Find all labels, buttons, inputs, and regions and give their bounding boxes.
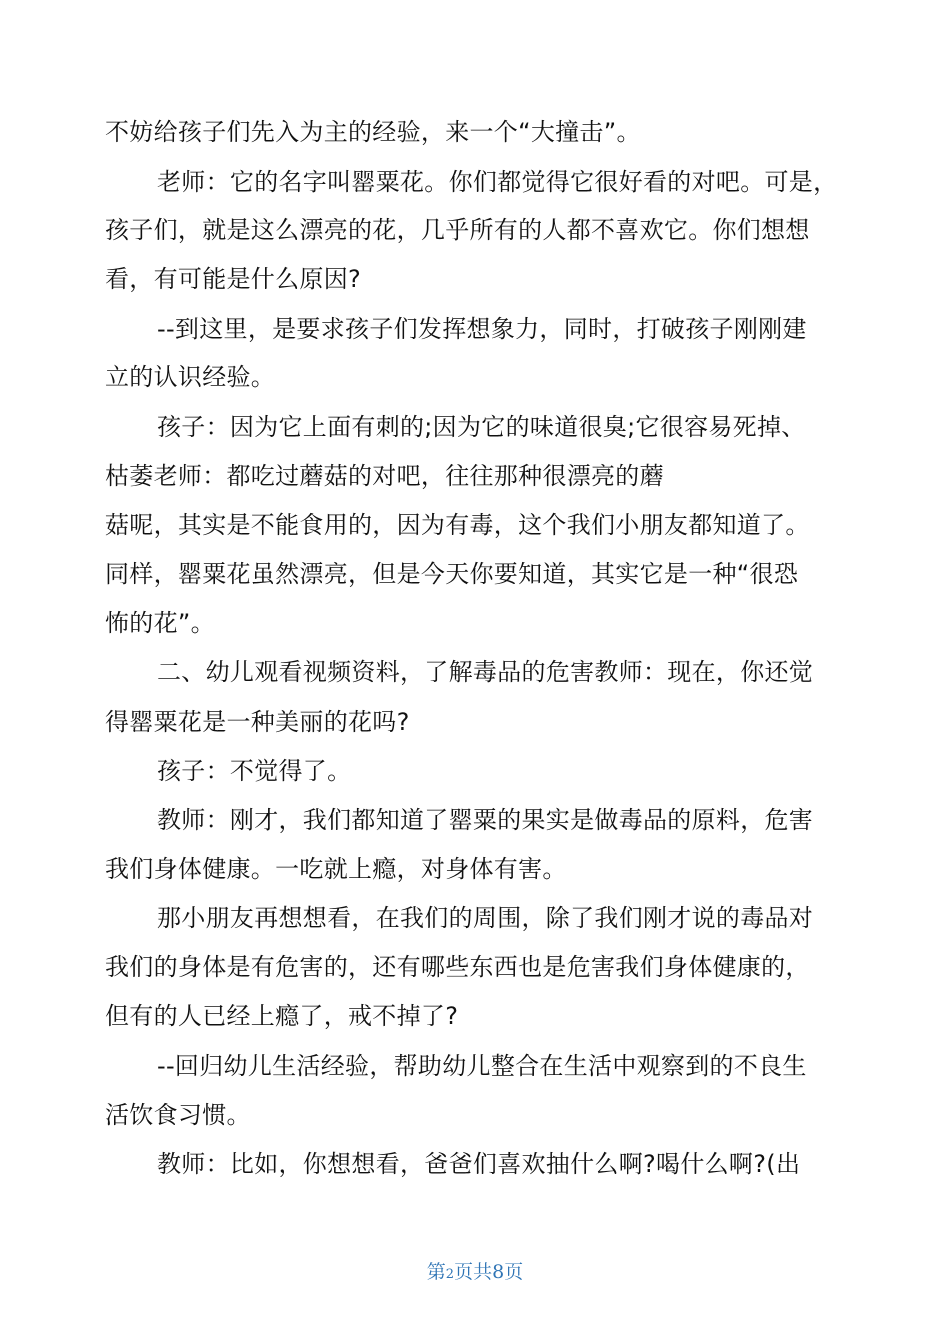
text-line: 孩子：因为它上面有刺的;因为它的味道很臭;它很容易死掉、: [157, 413, 806, 441]
text-line: 立的认识经验。: [105, 363, 276, 391]
text-line: 孩子们，就是这么漂亮的花，几乎所有的人都不喜欢它。你们想想: [105, 216, 810, 244]
text-line: 怖的花”。: [105, 609, 215, 637]
text-line: 看，有可能是什么原因?: [105, 265, 362, 293]
text-line: 不妨给孩子们先入为主的经验，来一个“大撞击”。: [105, 118, 641, 146]
text-line: --回归幼儿生活经验，帮助幼儿整合在生活中观察到的不良生: [157, 1052, 807, 1080]
text-line: 活饮食习惯。: [105, 1101, 251, 1129]
footer-page-number: 2: [445, 1267, 455, 1282]
text-line: 得罂粟花是一种美丽的花吗?: [105, 708, 410, 736]
footer-suffix: 页: [504, 1261, 524, 1283]
text-line: 孩子：不觉得了。: [157, 757, 352, 785]
text-line: 老师：它的名字叫罂粟花。你们都觉得它很好看的对吧。可是，: [157, 168, 838, 196]
text-line: --到这里，是要求孩子们发挥想象力，同时，打破孩子刚刚建: [157, 315, 807, 343]
text-line: 那小朋友再想想看，在我们的周围，除了我们刚才说的毒品对: [157, 904, 814, 932]
footer-middle: 页共: [454, 1261, 493, 1283]
text-line: 但有的人已经上瘾了，戒不掉了?: [105, 1002, 459, 1030]
page-footer: [0, 1257, 950, 1284]
text-line: 我们身体健康。一吃就上瘾，对身体有害。: [105, 855, 567, 883]
text-line: 教师：比如，你想想看，爸爸们喜欢抽什么啊?喝什么啊?(出: [157, 1150, 801, 1178]
footer-prefix: 第: [426, 1261, 446, 1283]
text-line: 同样，罂粟花虽然漂亮，但是今天你要知道，其实它是一种“很恐: [105, 560, 799, 588]
text-line: 我们的身体是有危害的，还有哪些东西也是危害我们身体健康的，: [105, 953, 810, 981]
footer-total-pages: 8: [492, 1261, 505, 1283]
text-line: 菇呢，其实是不能食用的，因为有毒，这个我们小朋友都知道了。: [105, 511, 810, 539]
text-line: 枯萎老师：都吃过蘑菇的对吧，往往那种很漂亮的蘑: [105, 462, 664, 490]
text-line: 教师：刚才，我们都知道了罂粟的果实是做毒品的原料，危害: [157, 806, 814, 834]
text-line: 二、幼儿观看视频资料，了解毒品的危害教师：现在，你还觉: [157, 658, 814, 686]
